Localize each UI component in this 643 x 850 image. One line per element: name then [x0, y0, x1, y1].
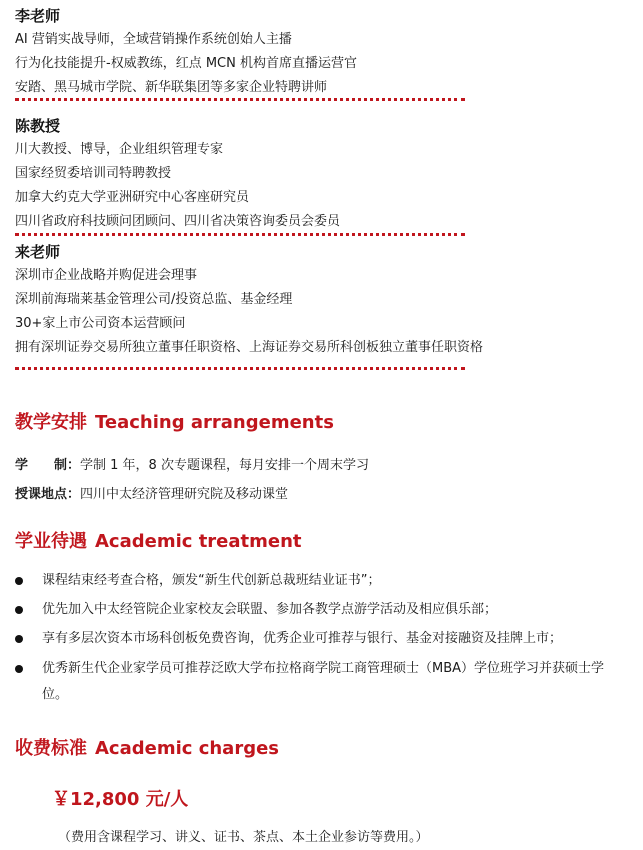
section-title-cn: 收费标准: [15, 738, 87, 759]
section-title-charges: [15, 734, 279, 760]
location-row: [15, 483, 288, 502]
bullet-icon: [15, 577, 23, 585]
teacher-block: [15, 4, 630, 100]
section-title-en: Academic treatment: [95, 531, 302, 552]
teacher-bio-line: 加拿大约克大学亚洲研究中心客座研究员: [15, 190, 250, 205]
list-item: [15, 626, 630, 652]
dotted-divider: [15, 367, 465, 370]
teacher-bio-line: 30+家上市公司资本运营顾问: [15, 316, 186, 331]
duration-row: [15, 454, 369, 473]
price: ￥12,800 元/人: [52, 789, 189, 810]
bullet-icon: [15, 635, 23, 643]
list-item-text: 享有多层次资本市场科创板免费咨询，优秀企业可推荐与银行、基金对接融资及挂牌上市；: [42, 631, 563, 646]
list-item-text: 优先加入中太经管院企业家校友会联盟、参加各教学点游学活动及相应俱乐部；: [42, 602, 498, 617]
location-label: 授课地点：: [15, 487, 81, 502]
list-item: [15, 656, 630, 708]
section-title-cn: 教学安排: [15, 412, 87, 433]
teacher-bio-line: 行为化技能提升-权威教练，红点 MCN 机构首席直播运营官: [15, 56, 357, 71]
teacher-bio-line: AI 营销实战导师，全域营销操作系统创始人主播: [15, 32, 292, 47]
list-item-text: 课程结束经考查合格，颁发“新生代创新总裁班结业证书”；: [42, 573, 381, 588]
teacher-block: [15, 240, 630, 360]
teacher-name: 来老师: [15, 243, 61, 261]
duration-value: 学制 1 年，8 次专题课程，每月安排一个周末学习: [80, 458, 369, 473]
list-item: [15, 597, 630, 623]
bullet-icon: [15, 665, 23, 673]
teacher-bio-line: 深圳市企业战略并购促进会理事: [15, 268, 198, 283]
teacher-bio-line: 川大教授、博导，企业组织管理专家: [15, 142, 224, 157]
bullet-icon: [15, 606, 23, 614]
list-item: [15, 568, 630, 594]
teacher-bio-line: 深圳前海瑞莱基金管理公司/投资总监、基金经理: [15, 292, 293, 307]
dotted-divider: [15, 98, 465, 101]
duration-label: 学 制：: [15, 458, 81, 473]
section-title-en: Academic charges: [95, 738, 280, 759]
section-title-en: Teaching arrangements: [95, 412, 334, 433]
teacher-bio-line: 四川省政府科技顾问团顾问、四川省决策咨询委员会委员: [15, 214, 341, 229]
price-note: （费用含课程学习、讲义、证书、茶点、本土企业参访等费用。）: [58, 830, 429, 845]
section-title-teaching: [15, 408, 334, 434]
teacher-block: [15, 114, 630, 234]
teacher-bio-line: 国家经贸委培训司特聘教授: [15, 166, 172, 181]
teacher-bio-line: 拥有深圳证券交易所独立董事任职资格、上海证券交易所科创板独立董事任职资格: [15, 340, 484, 355]
section-title-cn: 学业待遇: [15, 531, 87, 552]
teacher-name: 李老师: [15, 7, 61, 25]
list-item-text: 优秀新生代企业家学员可推荐泛欧大学布拉格商学院工商管理硕士（MBA）学位班学习并获硕士学位。: [42, 661, 605, 702]
teacher-name: 陈教授: [15, 117, 61, 135]
dotted-divider: [15, 233, 465, 236]
section-title-academic: [15, 527, 302, 553]
teacher-bio-line: 安踏、黑马城市学院、新华联集团等多家企业特聘讲师: [15, 80, 328, 95]
location-value: 四川中太经济管理研究院及移动课堂: [80, 487, 289, 502]
